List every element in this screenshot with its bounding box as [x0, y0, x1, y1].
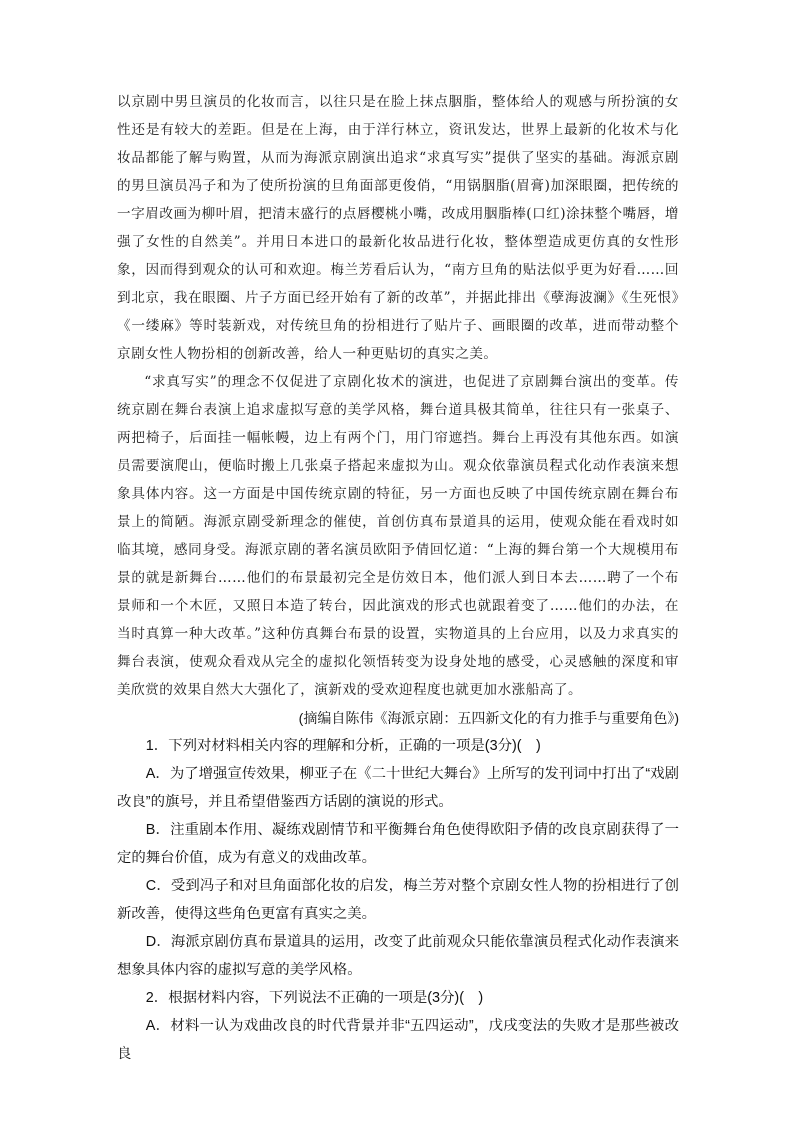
question-1-option-d: D．海派京剧仿真布景道具的运用，改变了此前观众只能依靠演员程式化动作表演来想象具体内容的虚拟写意的美学风格。: [117, 934, 679, 978]
question-1-stem: 1．下列对材料相关内容的理解和分析，正确的一项是(3分)( ): [145, 738, 541, 754]
question-2-option-a: A．材料一认为戏曲改良的时代背景并非“五四运动”，戊戌变法的失败才是那些被改良: [117, 1018, 679, 1062]
question-2-stem: 2．根据材料内容，下列说法不正确的一项是(3分)( ): [145, 990, 484, 1006]
source-attribution: (摘编自陈伟《海派京剧：五四新文化的有力推手与重要角色》): [298, 710, 679, 726]
question-1-option-a: A．为了增强宣传效果，柳亚子在《二十世纪大舞台》上所写的发刊词中打出了“戏剧改良”的旗号，并且希望借鉴西方话剧的演说的形式。: [117, 766, 679, 810]
passage-paragraph-2: “求真写实”的理念不仅促进了京剧化妆术的演进，也促进了京剧舞台演出的变革。传统京剧在舞台表演上追求虚拟写意的美学风格，舞台道具极其简单，往往只有一张桌子、两把椅子，后面挂一幅帐幔，边上有两个门，用门帘遮挡。舞台上再没有其他东西。如演员需要演爬山，便临时搬上几张桌子搭起来虚拟为山。观众依靠演员程式化动作表演来想象具体内容。这一方面是中国传统京剧的特征，另一方面也反映了中国传统京剧在舞台布景上的简陋。海派京剧受新理念的催使，首创仿真布景道具的运用，使观众能在看戏时如临其境，感同身受。海派京剧的著名演员欧阳予倩回忆道：“上海的舞台第一个大规模用布景的就是新舞台……他们的布景最初完全是仿效日本，他们派人到日本去……聘了一个布景师和一个木匠，又照日本造了转台，因此演戏的形式也就跟着变了……他们的办法，在当时真算一种大改革。”这种仿真舞台布景的设置，实物道具的上台应用，以及力求真实的舞台表演，使观众看戏从完全的虚拟化领悟转变为设身处地的感受，心灵感触的深度和审美欣赏的效果自然大大强化了，演新戏的受欢迎程度也就更加水涨船高了。: [117, 374, 679, 698]
question-1-option-b: B．注重剧本作用、凝练戏剧情节和平衡舞台角色使得欧阳予倩的改良京剧获得了一定的舞台价值，成为有意义的戏曲改革。: [117, 822, 679, 866]
passage-paragraph-1: 以京剧中男旦演员的化妆而言，以往只是在脸上抹点胭脂，整体给人的观感与所扮演的女性还是有较大的差距。但是在上海，由于洋行林立，资讯发达，世界上最新的化妆术与化妆品都能了解与购置，从而为海派京剧演出追求“求真写实”提供了坚实的基础。海派京剧的男旦演员冯子和为了使所扮演的旦角面部更俊俏，“用锅胭脂(眉膏)加深眼圈，把传统的一字眉改画为柳叶眉，把清末盛行的点唇樱桃小嘴，改成用胭脂棒(口红)涂抹整个嘴唇，增强了女性的自然美”。并用日本进口的最新化妆品进行化妆，整体塑造成更仿真的女性形象，因而得到观众的认可和欢迎。梅兰芳看后认为，“南方旦角的贴法似乎更为好看……回到北京，我在眼圈、片子方面已经开始有了新的改革”，并据此排出《孽海波澜》《生死恨》《一缕麻》等时装新戏，对传统旦角的扮相进行了贴片子、画眼圈的改革，进而带动整个京剧女性人物扮相的创新改善，给人一种更贴切的真实之美。: [117, 94, 679, 362]
question-1-option-c: C．受到冯子和对旦角面部化妆的启发，梅兰芳对整个京剧女性人物的扮相进行了创新改善，使得这些角色更富有真实之美。: [117, 878, 679, 922]
document-page: [117, 88, 679, 1068]
